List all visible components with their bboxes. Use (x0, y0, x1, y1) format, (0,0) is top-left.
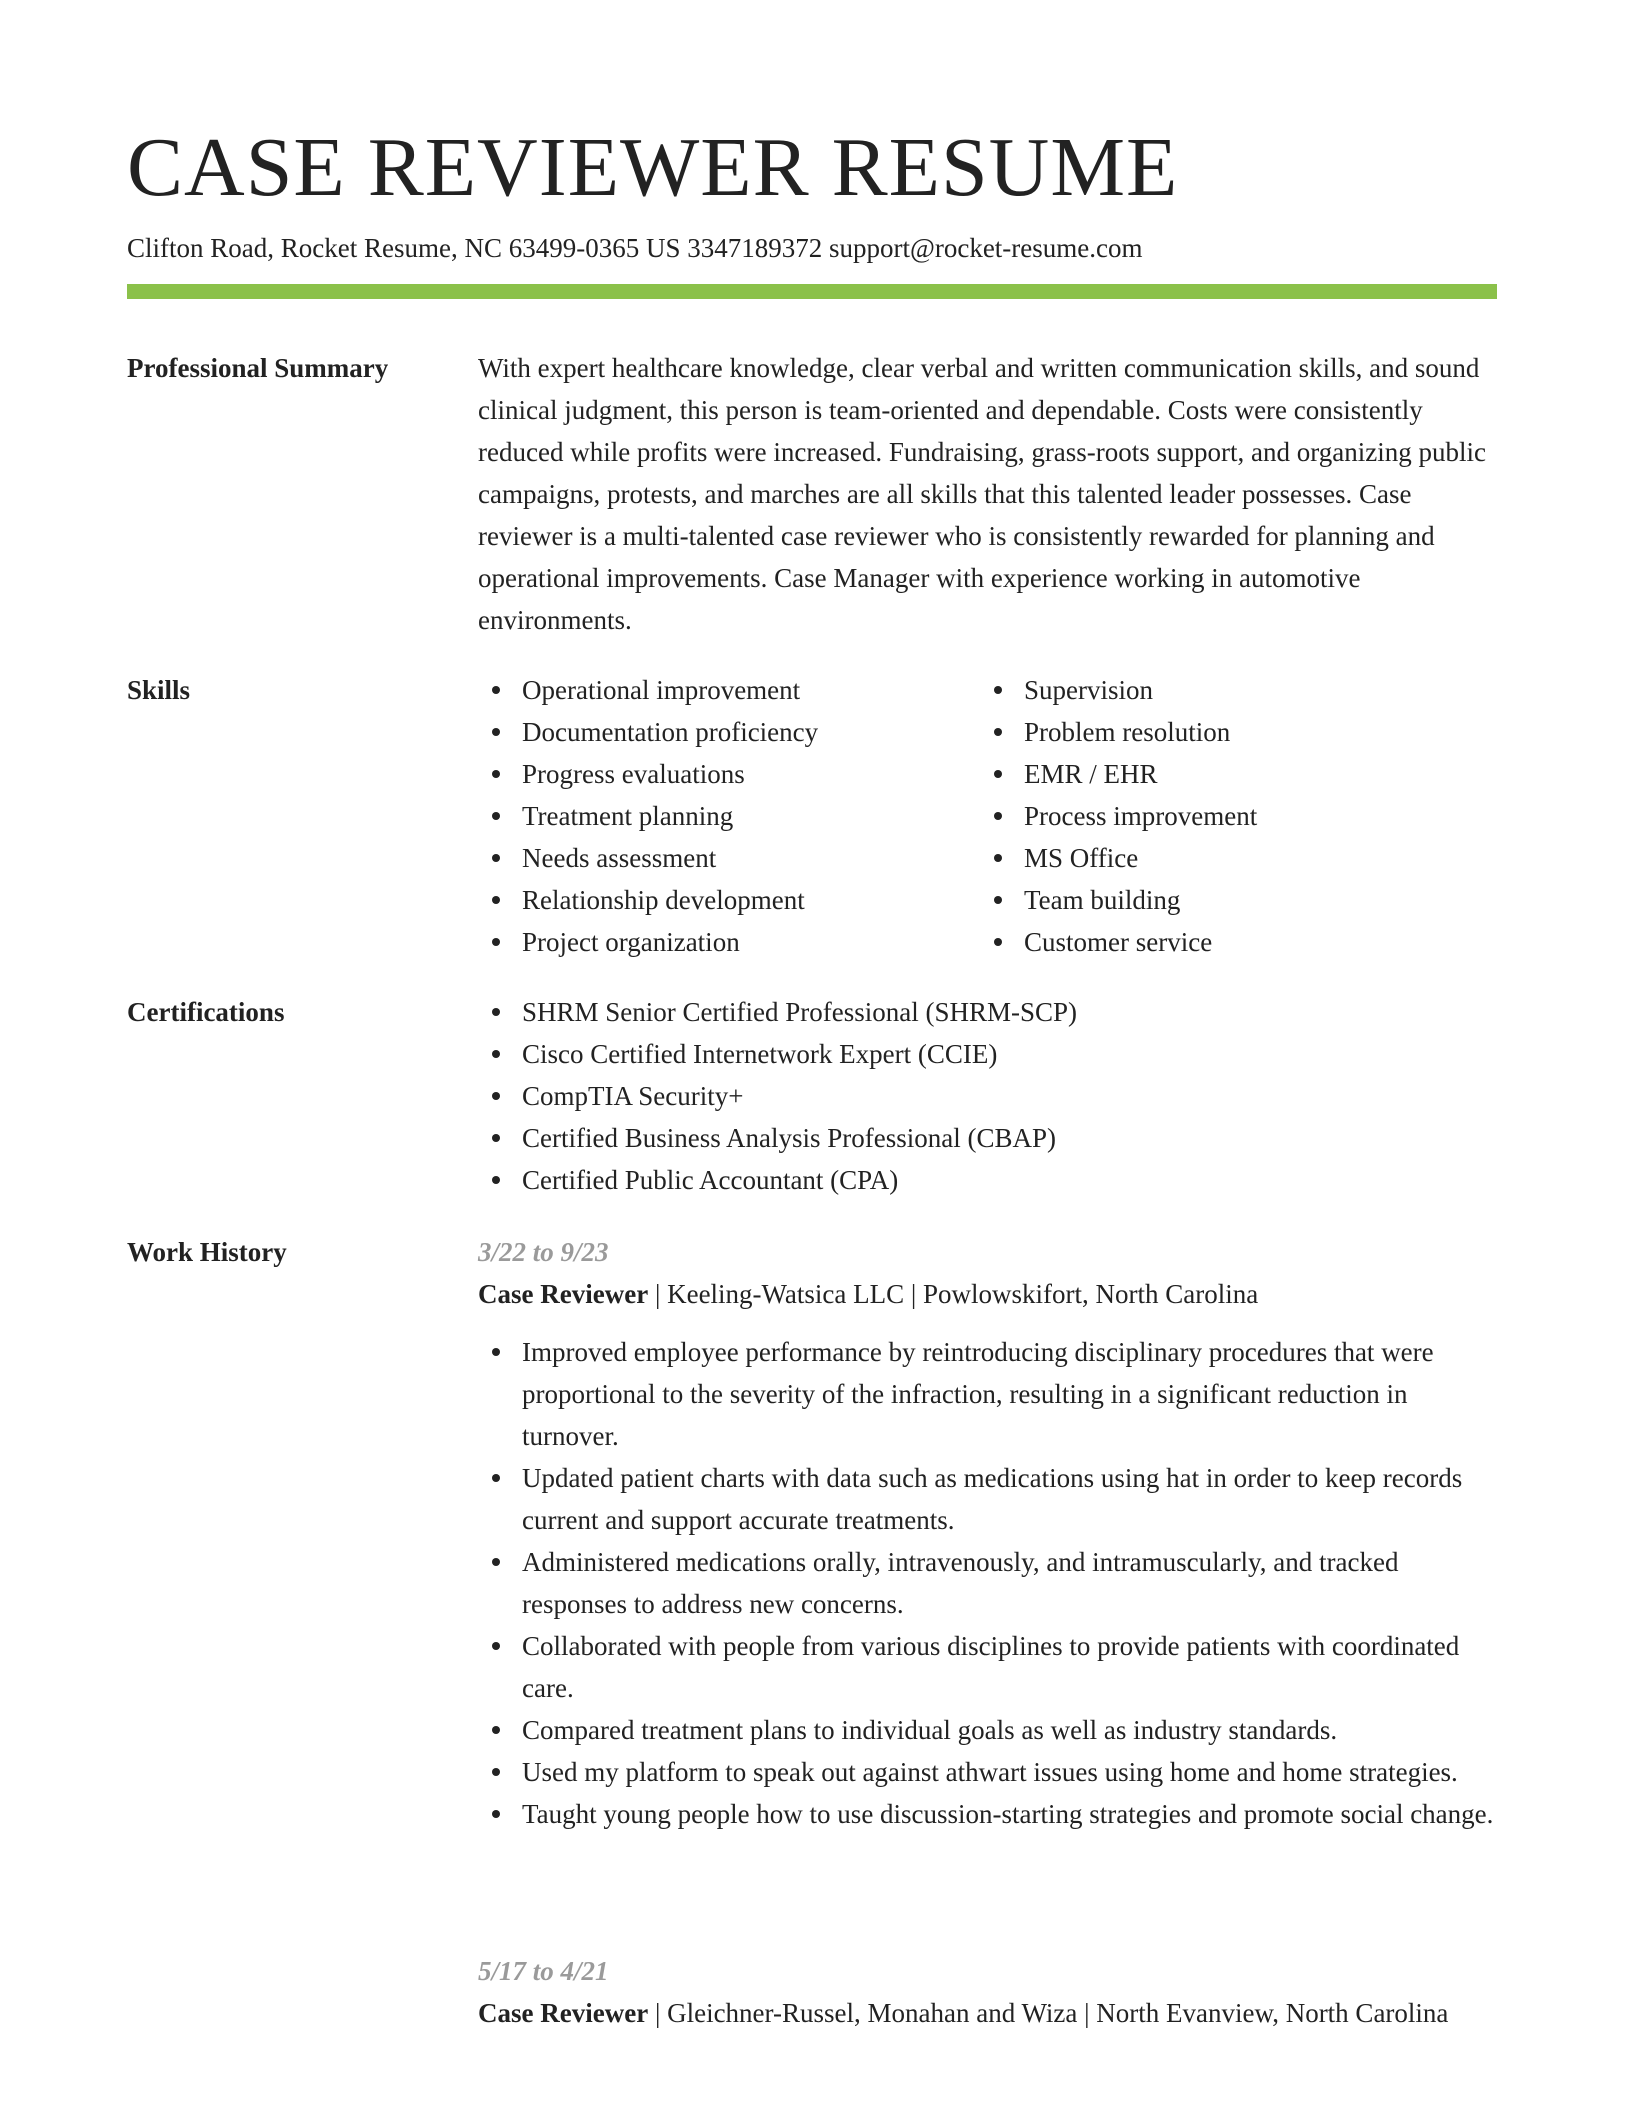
skill-item: Supervision (980, 669, 1482, 711)
skill-item: Relationship development (478, 879, 980, 921)
skill-item: Progress evaluations (478, 753, 980, 795)
job-title: Case Reviewer (478, 1998, 649, 2028)
job-entry (478, 1231, 1497, 1835)
skill-item: Team building (980, 879, 1482, 921)
skill-item: Process improvement (980, 795, 1482, 837)
job-bullet: Compared treatment plans to individual goals as well as industry standards. (478, 1709, 1497, 1751)
summary-text: With expert healthcare knowledge, clear verbal and written communication skills, and sound clinical judgment, this person is team-oriented and dependable. Costs were consistently reduced while profits were increased. Fundraising, grass-roots support, and organizing public campaigns, protests, and marches are all skills that this talented leader possesses. Case reviewer is a multi-talented case reviewer who is consistently rewarded for planning and operational improvements. Case Manager with experience working in automotive environments. (478, 353, 1486, 635)
job-bullet: Taught young people how to use discussion-starting strategies and promote social change. (478, 1793, 1497, 1835)
work-history-label: Work History (127, 1237, 287, 1267)
certifications-content (478, 991, 1497, 1201)
job-bullet: Improved employee performance by reintroducing disciplinary procedures that were proportional to the severity of the infraction, resulting in a significant reduction in turnover. (478, 1331, 1497, 1457)
skill-item: Project organization (478, 921, 980, 963)
job-company-location: | Keeling-Watsica LLC | Powlowskifort, North Carolina (648, 1279, 1259, 1309)
job-heading (478, 1273, 1497, 1315)
certification-item: Certified Business Analysis Professional (CBAP) (478, 1117, 1497, 1159)
resume-title: CASE REVIEWER RESUME (127, 121, 1179, 214)
certifications-list (478, 991, 1497, 1201)
job-heading (478, 1992, 1497, 2034)
certification-item: SHRM Senior Certified Professional (SHRM-SCP) (478, 991, 1497, 1033)
summary-label: Professional Summary (127, 353, 389, 383)
skill-item: Operational improvement (478, 669, 980, 711)
skill-item: Customer service (980, 921, 1482, 963)
certification-item: CompTIA Security+ (478, 1075, 1497, 1117)
header-divider (127, 284, 1497, 299)
job-bullet: Used my platform to speak out against athwart issues using home and home strategies. (478, 1751, 1497, 1793)
certification-item: Certified Public Accountant (CPA) (478, 1159, 1497, 1201)
skill-item: MS Office (980, 837, 1482, 879)
skill-item: Treatment planning (478, 795, 980, 837)
skills-label: Skills (127, 675, 191, 705)
job-entry (478, 1950, 1497, 2034)
summary-content (478, 347, 1497, 641)
skills-column-2 (980, 669, 1482, 963)
work-history-content (478, 1231, 1497, 2028)
job-bullet: Updated patient charts with data such as medications using hat in order to keep records current and support accurate treatments. (478, 1457, 1497, 1541)
certification-item: Cisco Certified Internetwork Expert (CCIE) (478, 1033, 1497, 1075)
job-company-location: | Gleichner-Russel, Monahan and Wiza | North Evanview, North Carolina (648, 1998, 1449, 2028)
contact-info: Clifton Road, Rocket Resume, NC 63499-0365 US 3347189372 support@rocket-resume.com (127, 233, 1143, 263)
job-bullets (478, 1331, 1497, 1835)
skill-item: Documentation proficiency (478, 711, 980, 753)
skill-item: Needs assessment (478, 837, 980, 879)
skill-item: EMR / EHR (980, 753, 1482, 795)
job-bullet: Administered medications orally, intravenously, and intramuscularly, and tracked responses to address new concerns. (478, 1541, 1497, 1625)
job-title: Case Reviewer (478, 1279, 649, 1309)
job-dates: 5/17 to 4/21 (478, 1956, 609, 1986)
certifications-label: Certifications (127, 997, 285, 1027)
skills-column-1 (478, 669, 980, 963)
skills-list (478, 669, 1497, 963)
job-dates: 3/22 to 9/23 (478, 1237, 609, 1267)
job-bullet: Collaborated with people from various disciplines to provide patients with coordinated care. (478, 1625, 1497, 1709)
skill-item: Problem resolution (980, 711, 1482, 753)
